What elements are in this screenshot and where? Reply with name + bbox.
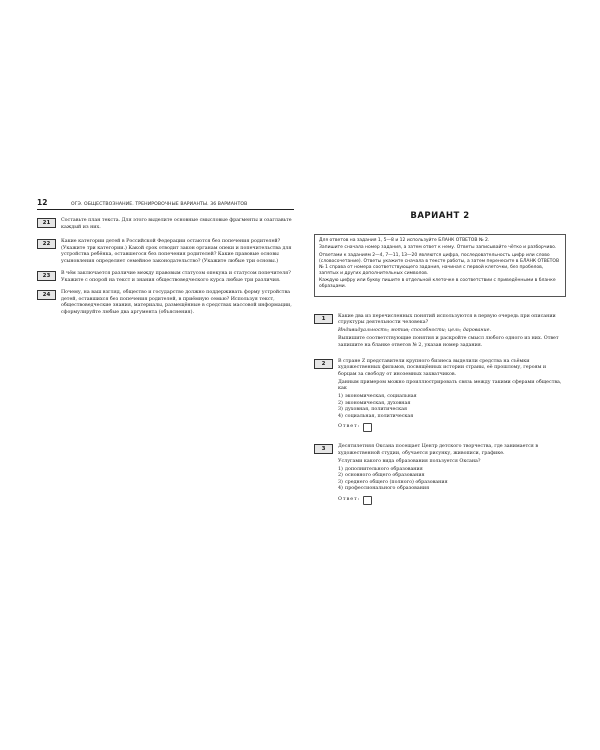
question-number-box: 22	[37, 239, 56, 249]
answer-row	[338, 423, 566, 432]
variant-title: ВАРИАНТ 2	[410, 211, 470, 221]
question-text: В стране Z представители крупного бизнеса выделили средства на съёмки художественных фильмов, посвящённых истории страны, её прошлому, героям и борцам за свободу от иноземных захватчиков.	[338, 358, 547, 377]
answer-row	[338, 496, 566, 505]
task-text: Выпишите соответствующие понятия и раскройте смысл любого одного из них. Ответ запишите на бланке ответов № 2, указав номер задания.	[338, 336, 559, 348]
option-text: среднего общего (полного) образования	[345, 479, 448, 485]
option-number: 3)	[338, 407, 343, 412]
answer-label: Ответ:	[338, 496, 361, 502]
option-text: профессионального образования	[345, 486, 430, 491]
option-text: экономическая, духовная	[345, 400, 411, 406]
instruction-line: Запишите сначала номер задания, а затем ответ к нему. Ответы записывайте чётко и разборчиво.	[319, 245, 557, 251]
question-number-box: 3	[314, 444, 333, 454]
left-page-header	[37, 195, 294, 210]
option-text: дополнительного образования	[345, 466, 423, 472]
question-number-box: 21	[37, 218, 56, 228]
instruction-line: Каждую цифру или букву пишите в отдельной клеточке в соответствии с приведёнными в бланке образцами.	[319, 278, 556, 290]
question-text: Какие два из перечисленных понятий используются в первую очередь при описании структуры деятельности человека?	[338, 313, 556, 325]
page-number: 12	[37, 198, 48, 207]
question-body	[338, 359, 566, 433]
option-number: 4)	[338, 486, 343, 491]
right-page	[314, 195, 566, 505]
question-body	[338, 444, 566, 505]
instructions-box	[314, 234, 566, 297]
answer-box[interactable]	[363, 423, 372, 432]
question-number-box: 2	[314, 359, 333, 369]
running-header: ОГЭ. ОБЩЕСТВОЗНАНИЕ. ТРЕНИРОВОЧНЫЕ ВАРИАНТЫ. 36 ВАРИАНТОВ	[71, 202, 248, 207]
question-22	[37, 239, 294, 265]
question-23	[37, 271, 294, 284]
question-prompt: Данным примером можно проиллюстрировать связь между такими сферами общества, как	[338, 379, 562, 391]
option-number: 1)	[338, 466, 343, 472]
question-text: Составьте план текста. Для этого выделите основные смысловые фрагменты и озаглавьте каждый из них.	[61, 218, 292, 230]
question-number-box: 23	[37, 271, 56, 281]
question-body	[338, 314, 566, 351]
option	[338, 486, 566, 493]
question-text: Какие категории детей в Российской Федерации остаются без попечения родителей? (Укажите три категории.) Какой срок отводит закон органам опеки и попечительства для устройства ребёнка, оставшегося без попечения родителей? Какие правовые основы усыновления определяет семейное законодательство? (Укажите любые три основы.)	[61, 239, 292, 264]
left-page	[37, 195, 294, 316]
instruction-line: Ответами к заданиям 2—4, 7—11, 13—20 являются цифра, последовательность цифр или слово (словосочетание). Ответы укажите сначала в тексте работы, а затем перенесите в БЛАНК ОТВЕТОВ № 1 справа от номера соответствующего задания, начиная с первой клеточки, без пробелов, запятых и других дополнительных символов.	[319, 252, 560, 276]
terms-list: Индивидуальность; мотив; способности; цель; дарование.	[338, 328, 491, 333]
question-text: Десятилетняя Оксана посещает Центр детского творчества, где занимается в художественной студии, обучается рисунку, живописи, графике.	[338, 444, 539, 456]
question-number-box: 24	[37, 290, 56, 300]
question-3	[314, 444, 566, 505]
question-number-box: 1	[314, 314, 333, 324]
question-21	[37, 218, 294, 231]
answer-box[interactable]	[363, 496, 372, 505]
options-list	[338, 394, 566, 420]
option-text: экономическая, социальная	[345, 394, 417, 399]
option-number: 2)	[338, 473, 343, 478]
question-text: Почему, на ваш взгляд, общество и государство должно поддерживать форму устройства детей, оставшихся без попечения родителей, в приёмную семью? Используя текст, обществоведческие знания, материалы, размещённые в средствах массовой информации, сформулируйте любые два аргумента (объяснения).	[61, 290, 292, 315]
answer-label: Ответ:	[338, 424, 361, 430]
option	[338, 414, 566, 421]
question-text: В чём заключается различие между правовым статусом опекуна и статусом попечителя? Укажите с опорой на текст и знания обществоведческого курса любые три различия.	[61, 271, 291, 283]
options-list	[338, 467, 566, 493]
question-prompt: Услугами какого вида образования пользуется Оксана?	[338, 458, 481, 464]
option-number: 4)	[338, 413, 343, 419]
option-text: социальная, политическая	[345, 413, 414, 419]
question-24	[37, 290, 294, 316]
option-number: 3)	[338, 479, 343, 485]
question-2	[314, 359, 566, 433]
instruction-line: Для ответов на задания 1, 5—8 и 12 используйте БЛАНК ОТВЕТОВ № 2.	[319, 238, 490, 243]
question-1	[314, 314, 566, 351]
option-text: духовная, политическая	[345, 407, 407, 412]
option-number: 1)	[338, 394, 343, 399]
option-number: 2)	[338, 400, 343, 406]
option-text: основного общего образования	[345, 473, 425, 478]
